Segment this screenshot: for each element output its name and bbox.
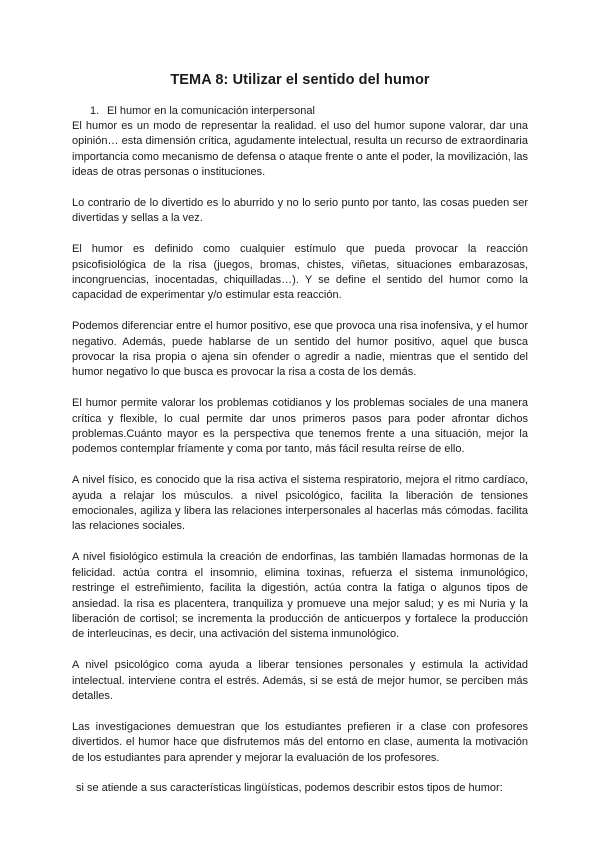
- paragraph-3: El humor es definido como cualquier estímulo que pueda provocar la reacción psicofisiológica de la risa (juegos, bromas, chistes, viñetas, situaciones embarazosas, incongruencias, inocentadas, chiquilladas…). Y se define el sentido del humor como la capacidad de experimentar y/o estimular esta reacción.: [72, 243, 528, 302]
- paragraph-2: Lo contrario de lo divertido es lo aburrido y no lo serio punto por tanto, las cosas pueden ser divertidas y sellas a la vez.: [72, 197, 528, 225]
- page-title: TEMA 8: Utilizar el sentido del humor: [170, 72, 430, 88]
- section-heading: [72, 104, 528, 119]
- section-number: 1.: [90, 105, 100, 117]
- paragraph-6: A nivel físico, es conocido que la risa activa el sistema respiratorio, mejora el ritmo cardíaco, ayuda a relajar los músculos. a nivel psicológico, facilita la liberación de tensiones emocionales, agiliza y libera las relaciones interpersonales al hacerlas más cómodas. facilita las relaciones sociales.: [72, 474, 528, 533]
- section-heading-text: El humor en la comunicación interpersonal: [107, 105, 315, 117]
- paragraph-9: Las investigaciones demuestran que los estudiantes prefieren ir a clase con profesores divertidos. el humor hace que disfrutemos más del entorno en clase, aumenta la motivación de los estudiantes para aprender y mejorar la evaluación de los profesores.: [72, 720, 528, 764]
- paragraph-4: Podemos diferenciar entre el humor positivo, ese que provoca una risa inofensiva, y el humor negativo. Además, puede hablarse de un sentido del humor positivo, aquel que busca provocar la risa propia o ajena sin ofender o agredir a nadie, mientras que el sentido del humor negativo lo que busca es provocar la risa a costa de los demás.: [72, 320, 528, 379]
- paragraph-8: A nivel psicológico coma ayuda a liberar tensiones personales y estimula la actividad intelectual. interviene contra el estrés. Además, si se está de mejor humor, se perciben más detalles.: [72, 659, 528, 702]
- paragraph-1: El humor es un modo de representar la realidad. el uso del humor supone valorar, dar una opinión… esta dimensión crítica, agudamente intelectual, resulta un recurso de extraordinaria importancia como mecanismo de defensa o ataque frente o ante el poder, la movilización, las ideas de otras personas o instituciones.: [72, 120, 528, 179]
- paragraph-5: El humor permite valorar los problemas cotidianos y los problemas sociales de una manera crítica y flexible, lo cual permite dar unos primeros pasos para poder afrontar dichos problemas.Cuánto mayor es la perspectiva que tenemos frente a una situación, mejor la podemos contemplar fríamente y coma por tanto, más fácil resulta reírse de ello.: [72, 397, 528, 456]
- paragraph-10: si se atiende a sus características lingüísticas, podemos describir estos tipos de humor:: [76, 782, 503, 795]
- paragraph-7: A nivel fisiológico estimula la creación de endorfinas, las también llamadas hormonas de la felicidad. actúa contra el insomnio, elimina toxinas, refuerza el sistema inmunológico, restringe el estreñimiento, facilita la digestión, actúa contra la fatiga o algunos tipos de ansiedad. la risa es placentera, tranquiliza y promueve una mejor salud; y es mi Nuria y la liberación de cortisol; se incrementa la producción de anticuerpos y fortalece la producción de interleucinas, es decir, una activación del sistema inmunológico.: [72, 551, 528, 641]
